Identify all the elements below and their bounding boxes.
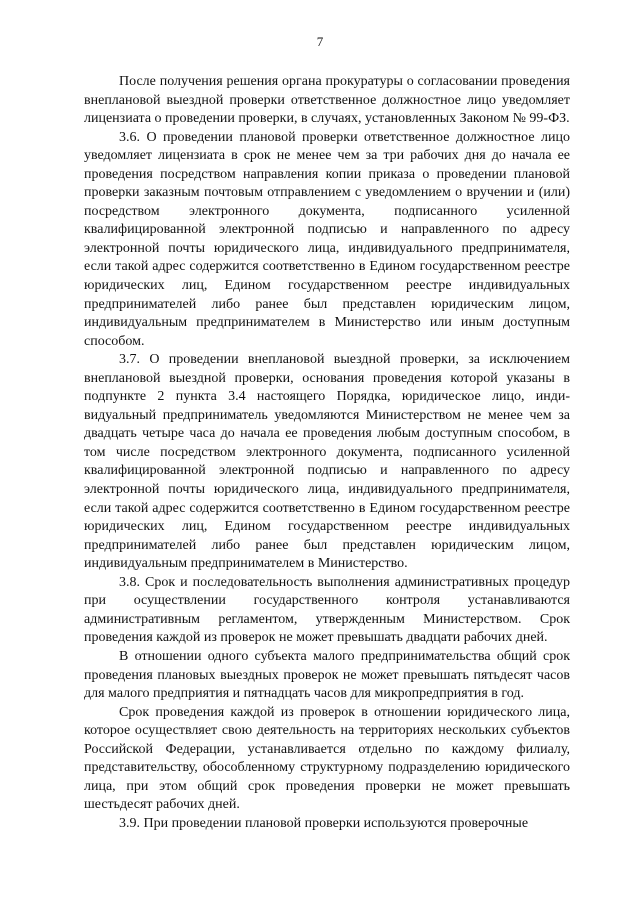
document-body (84, 73, 570, 833)
page-number: 7 (316, 34, 324, 49)
paragraph-3-6: 3.6. О проведении плановой проверки ответственное должностное лицо уведомляет лицензиата в срок не менее чем за три рабочих дня до начала ее проведения посредством направления копии приказа о проведении плановой проверки заказным почтовым отправлением с уведомлением о вручении и (или) посредством электронного документа, подписанного усиленной квалифицированной электронной подписью и направленного по адресу электронной почты юридического лица, индивидуального предпринимателя, если такой адрес содержится соответственно в Едином государственном реестре юридических лиц, Едином государственном реестре индивидуальных предпринимателей либо ранее был представлен юридическим лицом, индивидуальным предпринимателем в Министерство или иным доступным способом. (84, 129, 570, 349)
paragraph-3-9: 3.9. При проведении плановой проверки используются проверочные (119, 815, 529, 831)
paragraph-prosecutor-approval: После получения решения органа прокуратуры о согласовании проведения внеплановой выездной проверки ответственное должностное лицо уведомляет лицензиата о проведении проверки, в случаях, установленных Законом № 99-ФЗ. (84, 74, 570, 127)
paragraph-multi-region-term: Срок проведения каждой из проверок в отношении юридического лица, которое осуществляет свою деятельность на территориях нескольких субъектов Российской Федерации, устанавливается отдельно по каждому филиалу, представительству, обособленному структурному подразделению юридического лица, при этом общий срок проведения проверки не может превышать шестьдесят рабочих дней. (84, 704, 570, 813)
paragraph-3-7: 3.7. О проведении внеплановой выездной проверки, за исключением внеплановой выездной проверки, основания проведения которой указаны в подпункте 2 пункта 3.4 настоящего Порядка, юридическое лицо, индивидуальный предприниматель уведомляются Министерством не менее чем за двадцать четыре часа до начала ее проведения любым доступным способом, в том числе посредством электронного документа, подписанного усиленной квалифицированной электронной подписью и направленного по адресу электронной почты юридического лица, индивидуального предпринимателя, если такой адрес содержится соответственно в Едином государственном реестре юридических лиц, Едином государственном реестре индивидуальных предпринимателей либо ранее был представлен юридическим лицом, индивидуальным предпринимателем в Министерство. (84, 352, 570, 572)
paragraph-3-8: 3.8. Срок и последовательность выполнения административных процедур при осуществлении государственного контроля устанавливаются административным регламентом, утвержденным Министерством. Срок проведения каждой из проверок не может превышать двадцати рабочих дней. (84, 574, 570, 646)
paragraph-small-business-term: В отношении одного субъекта малого предпринимательства общий срок проведения плановых выездных проверок не может превышать пятьдесят часов для малого предприятия и пятнадцать часов для микропредприятия в год. (84, 648, 570, 702)
